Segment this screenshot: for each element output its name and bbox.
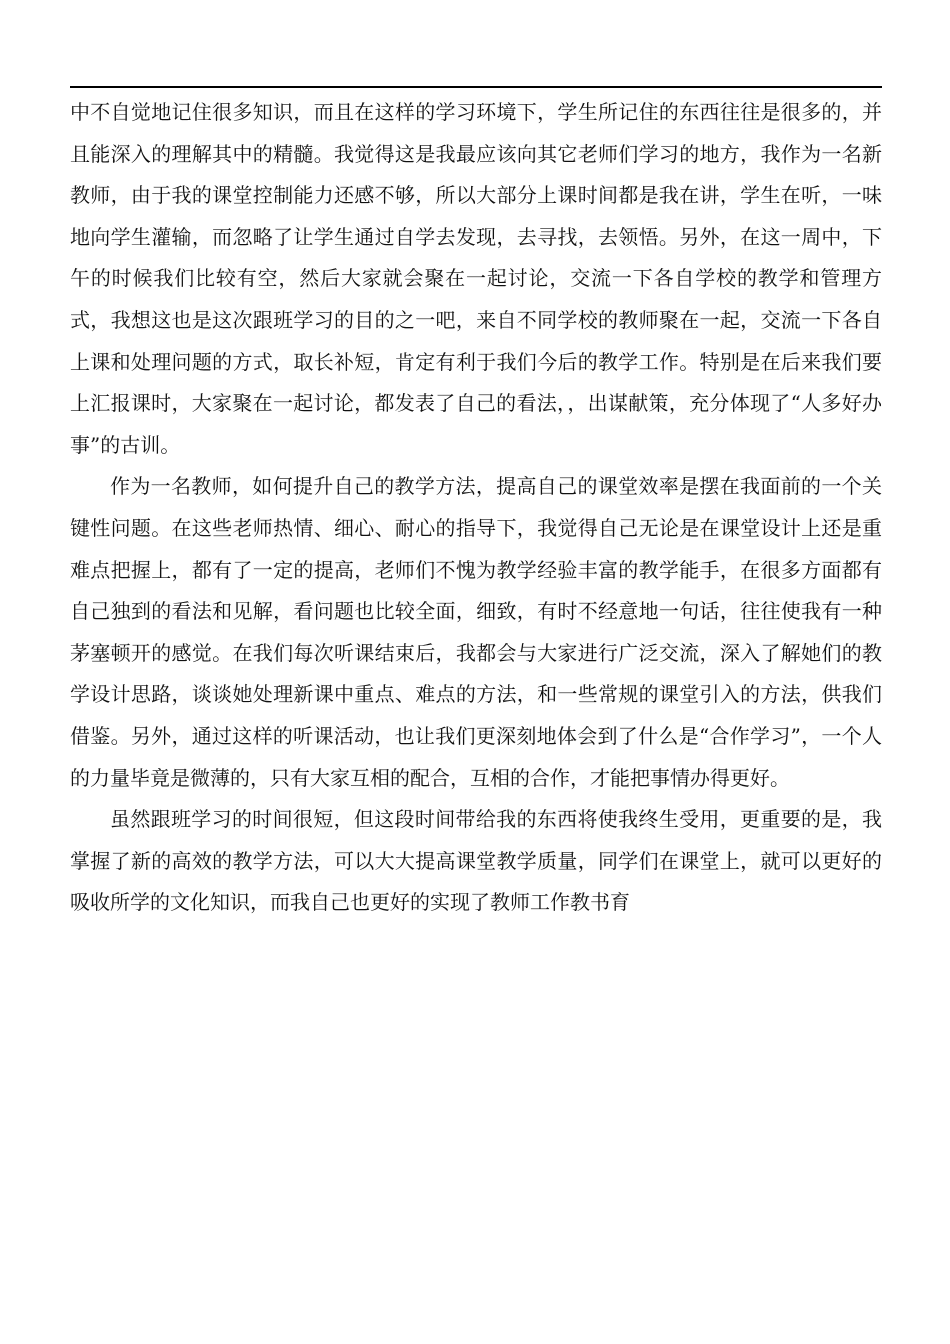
document-body [70,92,882,924]
paragraph-2: 作为一名教师，如何提升自己的教学方法，提高自己的课堂效率是摆在我面前的一个关键性问题。在这些老师热情、细心、耐心的指导下，我觉得自己无论是在课堂设计上还是重难点把握上，都有了一定的提高，老师们不愧为教学经验丰富的教学能手，在很多方面都有自己独到的看法和见解，看问题也比较全面，细致，有时不经意地一句话，往往使我有一种茅塞顿开的感觉。在我们每次听课结束后，我都会与大家进行广泛交流，深入了解她们的教学设计思路，谈谈她处理新课中重点、难点的方法，和一些常规的课堂引入的方法，供我们借鉴。另外，通过这样的听课活动，也让我们更深刻地体会到了什么是“合作学习”，一个人的力量毕竟是微薄的，只有大家互相的配合，互相的合作，才能把事情办得更好。 [70,474,882,790]
header-rule [70,86,882,88]
paragraph-3: 虽然跟班学习的时间很短，但这段时间带给我的东西将使我终生受用，更重要的是，我掌握了新的高效的教学方法，可以大大提高课堂教学质量，同学们在课堂上，就可以更好的吸收所学的文化知识，而我自己也更好的实现了教师工作教书育 [70,807,882,915]
paragraph-1: 中不自觉地记住很多知识，而且在这样的学习环境下，学生所记住的东西往往是很多的，并且能深入的理解其中的精髓。我觉得这是我最应该向其它老师们学习的地方，我作为一名新教师，由于我的课堂控制能力还感不够，所以大部分上课时间都是我在讲，学生在听，一味地向学生灌输，而忽略了让学生通过自学去发现，去寻找，去领悟。另外，在这一周中，下午的时候我们比较有空，然后大家就会聚在一起讨论，交流一下各自学校的教学和管理方式，我想这也是这次跟班学习的目的之一吧，来自不同学校的教师聚在一起，交流一下各自上课和处理问题的方式，取长补短，肯定有利于我们今后的教学工作。特别是在后来我们要上汇报课时，大家聚在一起讨论，都发表了自己的看法，，出谋献策，充分体现了“人多好办事”的古训。 [70,100,882,457]
